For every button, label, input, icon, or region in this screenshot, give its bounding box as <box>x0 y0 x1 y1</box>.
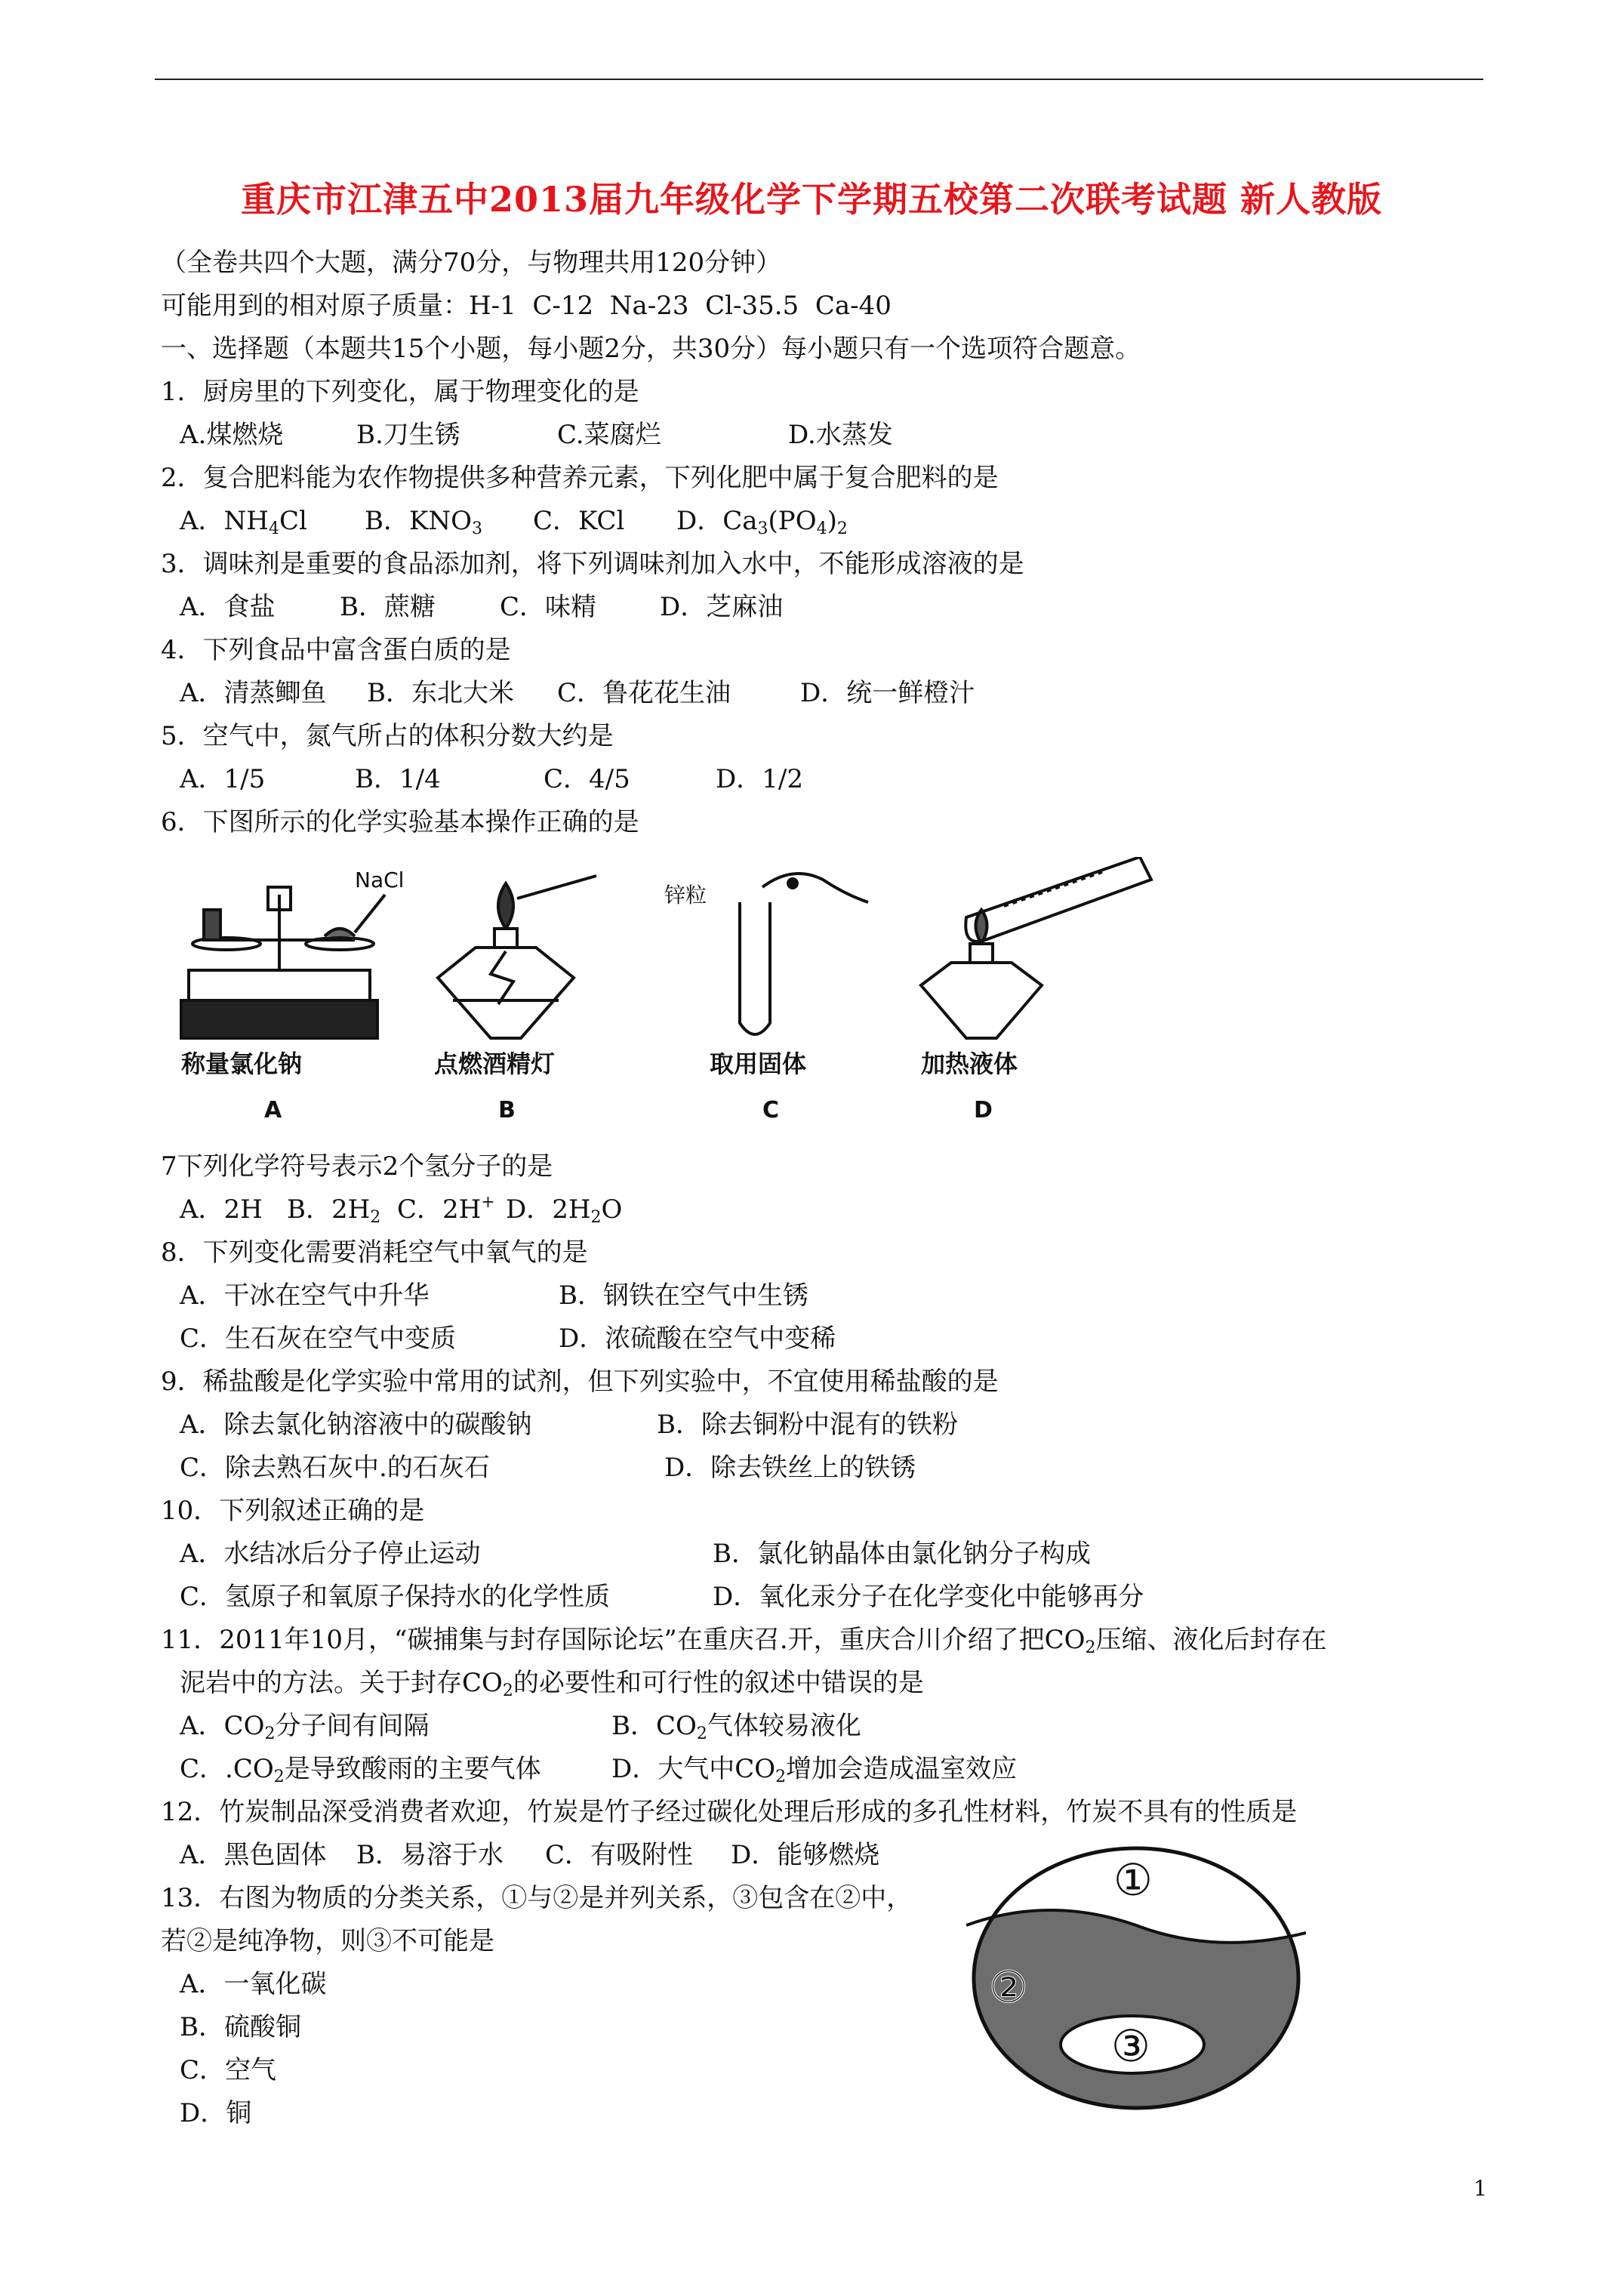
question-13-option-c: C．空气 <box>180 2055 277 2085</box>
question-8-option-c: C．生石灰在空气中变质 <box>180 1324 457 1354</box>
balance-illustration <box>181 887 385 1038</box>
caption-a: 称量氯化钠 <box>181 1049 303 1078</box>
question-5-option-a: A．1/5 <box>180 764 266 794</box>
question-3-option-d: D．芝麻油 <box>660 592 784 622</box>
classification-diagram <box>966 1842 1306 2114</box>
question-2-option-b: B．$KNO_3$ <box>365 506 483 538</box>
letter-d: D <box>974 1097 993 1123</box>
letter-c: C <box>762 1097 780 1123</box>
question-5-option-d: D．1/2 <box>716 764 803 794</box>
page-title: 重庆市江津五中2013届九年级化学下学期五校第二次联考试题 新人教版 <box>240 179 1383 220</box>
question-13-option-a: A．一氧化碳 <box>180 1969 327 1999</box>
question-1-stem: 1．厨房里的下列变化，属于物理变化的是 <box>161 377 639 407</box>
question-9-option-d: D．除去铁丝上的铁锈 <box>664 1453 916 1483</box>
section-heading: 一、选择题（本题共15个小题，每小题2分，共30分）每小题只有一个选项符合题意。 <box>161 334 1141 364</box>
question-8-option-b: B．钢铁在空气中生锈 <box>559 1281 808 1311</box>
question-11-option-b: B．$CO_2$气体较易液化 <box>611 1711 861 1743</box>
question-1-option-b: B.刀生锈 <box>356 420 460 450</box>
page-number: 1 <box>1474 2176 1487 2201</box>
nacl-label: NaCl <box>355 868 405 892</box>
question-13-stem-line-1: 13．右图为物质的分类关系，①与②是并列关系，③包含在②中， <box>161 1883 913 1913</box>
atomic-masses: 可能用到的相对原子质量：H-1 C-12 Na-23 Cl-35.5 Ca-40 <box>161 291 892 321</box>
question-5-stem: 5．空气中，氮气所占的体积分数大约是 <box>161 721 614 751</box>
question-10-stem: 10．下列叙述正确的是 <box>161 1496 425 1526</box>
question-5-option-b: B．1/4 <box>355 764 441 794</box>
question-4-option-d: D．统一鲜橙汁 <box>800 678 975 708</box>
question-10-option-c: C．氢原子和氧原子保持水的化学性质 <box>180 1582 611 1612</box>
question-3-option-b: B．蔗糖 <box>340 592 436 622</box>
exam-intro: （全卷共四个大题，满分70分，与物理共用120分钟） <box>161 248 782 278</box>
question-1-option-c: C.菜腐烂 <box>557 420 661 450</box>
question-11-option-c: C．$.CO_2$是导致酸雨的主要气体 <box>180 1754 541 1786</box>
question-9-option-c: C．除去熟石灰中.的石灰石 <box>180 1453 490 1483</box>
question-13-stem-line-2: 若②是纯净物，则③不可能是 <box>161 1926 494 1956</box>
question-4-option-b: B．东北大米 <box>367 678 514 708</box>
question-7-stem: 7下列化学符号表示2个氢分子的是 <box>161 1151 553 1182</box>
caption-d: 加热液体 <box>921 1049 1018 1078</box>
letter-b: B <box>498 1097 516 1123</box>
question-12-option-b: B．易溶于水 <box>356 1840 504 1870</box>
question-4-stem: 4．下列食品中富含蛋白质的是 <box>161 635 511 665</box>
question-12-stem: 12．竹炭制品深受消费者欢迎，竹炭是竹子经过碳化处理后形成的多孔性材料，竹炭不具有的性质是 <box>161 1797 1298 1827</box>
question-8-option-a: A．干冰在空气中升华 <box>180 1281 430 1311</box>
region-1-label: ① <box>1113 1854 1153 1906</box>
alcohol-lamp-illustration <box>438 876 596 1038</box>
question-3-option-c: C．味精 <box>500 592 597 622</box>
caption-c: 取用固体 <box>710 1049 807 1078</box>
question-13-option-b: B．硫酸铜 <box>180 2012 301 2042</box>
question-13-option-d: D．铜 <box>180 2098 252 2128</box>
question-7-option-b: B．$2H_2$ <box>287 1194 381 1227</box>
question-2-stem: 2．复合肥料能为农作物提供多种营养元素，下列化肥中属于复合肥料的是 <box>161 463 999 493</box>
question-9-option-b: B．除去铜粉中混有的铁粉 <box>657 1410 958 1440</box>
question-8-option-d: D．浓硫酸在空气中变稀 <box>559 1324 836 1354</box>
question-7-option-a: A．2H <box>180 1194 263 1225</box>
region-3-label: ③ <box>1111 2020 1150 2072</box>
question-9-option-a: A．除去氯化钠溶液中的碳酸钠 <box>180 1410 532 1440</box>
question-7-option-c: C．2H+ <box>397 1193 495 1225</box>
question-4-option-a: A．清蒸鲫鱼 <box>180 678 327 708</box>
question-4-option-c: C．鲁花花生油 <box>557 678 731 708</box>
question-9-stem: 9．稀盐酸是化学实验中常用的试剂，但下列实验中，不宜使用稀盐酸的是 <box>161 1367 999 1397</box>
question-11-stem-line-2: 泥岩中的方法。关于封存$CO_2$的必要性和可行性的叙述中错误的是 <box>180 1668 924 1700</box>
heating-liquid-illustration <box>921 857 1151 1038</box>
test-tube-illustration <box>740 874 868 1034</box>
question-10-option-d: D．氧化汞分子在化学变化中能够再分 <box>713 1582 1144 1612</box>
question-6-stem: 6．下图所示的化学实验基本操作正确的是 <box>161 807 639 837</box>
region-2-label: ② <box>989 1962 1028 2013</box>
question-11-option-a: A．$CO_2$分子间有间隔 <box>180 1711 430 1743</box>
letter-a: A <box>264 1097 282 1123</box>
question-2-option-d: D．$Ca_3(PO_4)_2$ <box>676 506 848 538</box>
caption-b: 点燃酒精灯 <box>434 1049 556 1078</box>
question-11-option-d: D．大气中$CO_2$增加会造成温室效应 <box>611 1754 1018 1786</box>
question-8-stem: 8．下列变化需要消耗空气中氧气的是 <box>161 1237 588 1268</box>
question-12-option-d: D．能够燃烧 <box>731 1840 880 1870</box>
zinc-label: 锌粒 <box>664 883 707 908</box>
question-10-option-a: A．水结冰后分子停止运动 <box>180 1539 481 1569</box>
question-2-option-c: C．KCl <box>533 506 625 536</box>
question-1-option-a: A.煤燃烧 <box>180 420 284 450</box>
question-10-option-b: B．氯化钠晶体由氯化钠分子构成 <box>713 1539 1091 1569</box>
question-2-option-a: A．$NH_4Cl$ <box>180 506 307 538</box>
question-7-option-d: D．$2H_2O$ <box>506 1194 623 1227</box>
header-rule <box>155 79 1483 80</box>
question-3-stem: 3．调味剂是重要的食品添加剂，将下列调味剂加入水中，不能形成溶液的是 <box>161 549 1024 579</box>
question-1-option-d: D.水蒸发 <box>788 420 893 450</box>
lab-operations-figure <box>136 857 1313 1129</box>
question-12-option-c: C．有吸附性 <box>545 1840 694 1870</box>
question-5-option-c: C．4/5 <box>544 764 630 794</box>
question-11-stem-line-1: 11．2011年10月，“碳捕集与封存国际论坛”在重庆召.开，重庆合川介绍了把$CO_2$压缩、液化后封存在 <box>161 1625 1327 1657</box>
question-3-option-a: A．食盐 <box>180 592 276 622</box>
question-12-option-a: A．黑色固体 <box>180 1840 327 1870</box>
